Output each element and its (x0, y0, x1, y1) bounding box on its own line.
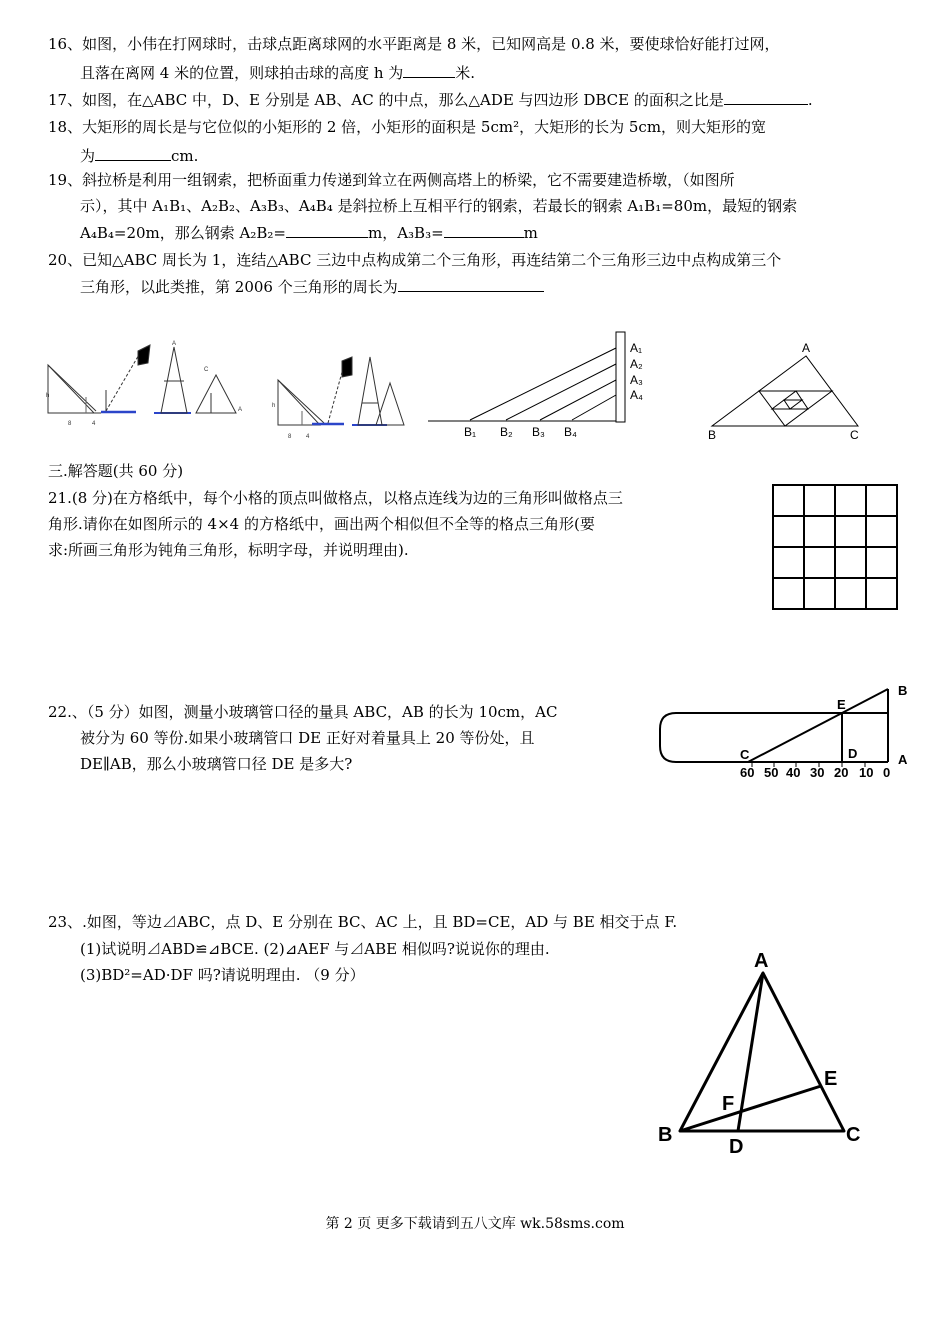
q16-line1: 16、如图，小伟在打网球时，击球点距离球网的水平距离是 8 米，已知网高是 0.8 米，要使球恰好能打过网， (48, 35, 780, 53)
svg-text:h: h (272, 403, 276, 409)
tick-30: 30 (810, 765, 825, 780)
tick-20: 20 (834, 765, 849, 780)
svg-text:8: 8 (288, 434, 292, 440)
label-b1: B₁ (464, 425, 477, 439)
bridge-figure (428, 328, 668, 443)
q19-line2: 示），其中 A₁B₁、A₂B₂、A₃B₃、A₄B₄ 是斜拉桥上互相平行的钢索，若最长的钢索 A₁B₁=80m，最短的钢索 (80, 197, 798, 215)
label-a3: A₃ (630, 373, 643, 387)
q19-answer-blank-2[interactable] (444, 222, 524, 238)
label-e: E (837, 697, 846, 712)
q18-line1: 18、大矩形的周长是与它位似的小矩形的 2 倍，小矩形的面积是 5cm²，大矩形的长为 5cm，则大矩形的宽 (48, 118, 767, 136)
label-c: C (850, 428, 859, 442)
label-b: B (658, 1124, 673, 1146)
q17-answer-blank[interactable] (724, 89, 808, 105)
bridge-tower (616, 332, 625, 422)
label-a: A (898, 752, 908, 767)
q17-line1: 17、如图，在△ABC 中，D、E 分别是 AB、AC 的中点，那么△ADE 与四边形 DBCE 的面积之比是 . (48, 91, 813, 109)
label-c: C (740, 747, 750, 762)
tennis-figure-1 (46, 341, 246, 430)
label-a2: A₂ (630, 357, 643, 371)
q19-line1: 19、斜拉桥是利用一组钢索，把桥面重力传递到耸立在两侧高塔上的桥梁，它不需要建造桥墩，（如图所 (48, 171, 735, 189)
label-d: D (729, 1136, 744, 1158)
label-a4: A₄ (630, 388, 643, 402)
label-a: A (754, 950, 769, 972)
q20-line2: 三角形，以此类推，第 2006 个三角形的周长为 (80, 276, 544, 297)
q21-line1: 21.(8 分)在方格纸中，每个小格的顶点叫做格点，以格点连线为边的三角形叫做格点三 (48, 489, 623, 507)
svg-text:4: 4 (306, 434, 310, 440)
page-footer: 第 2 页 更多下载请到五八文库 wk.58sms.com (325, 1216, 625, 1232)
gauge-figure (656, 682, 918, 782)
q21-line2: 角形.请你在如图所示的 4×4 的方格纸中，画出两个相似但不全等的格点三角形(要 (48, 515, 595, 533)
tick-40: 40 (786, 765, 801, 780)
cable-1 (470, 348, 616, 420)
cable-4 (572, 395, 616, 420)
midpoint-triangles-figure (700, 338, 870, 448)
svg-text:4: 4 (92, 421, 96, 427)
label-b2: B₂ (500, 425, 513, 439)
q23-line2: (1)试说明⊿ABD≌⊿BCE. (2)⊿AEF 与⊿ABE 相似吗?说说你的理由. (80, 940, 550, 958)
label-d: D (848, 746, 858, 761)
section3-title: 三.解答题(共 60 分) (48, 462, 184, 480)
label-c: C (846, 1124, 861, 1146)
equilateral-figure (650, 945, 875, 1160)
q16-line2: 且落在离网 4 米的位置，则球拍击球的高度 h 为 米. (80, 64, 476, 82)
tick-0: 0 (883, 765, 891, 780)
svg-text:A: A (238, 407, 243, 413)
q21-line3: 求:所画三角形为钝角三角形，标明字母，并说明理由). (48, 541, 409, 559)
q19-line3: A₄B₄=20m，那么钢索 A₂B₂= m，A₃B₃= m (80, 224, 538, 242)
label-b: B (898, 683, 908, 698)
svg-text:h: h (46, 393, 50, 399)
label-a1: A₁ (630, 341, 643, 355)
side-cb (748, 689, 888, 762)
q20-answer-blank[interactable] (398, 276, 544, 292)
cable-2 (506, 364, 616, 420)
q18-line2: 为 cm. (80, 147, 199, 165)
svg-text:A: A (172, 341, 177, 347)
q19-answer-blank-1[interactable] (286, 222, 368, 238)
label-e: E (824, 1068, 838, 1090)
q22-line2: 被分为 60 等份.如果小玻璃管口 DE 正好对着量具上 20 等份处，且 (80, 729, 535, 747)
label-b4: B₄ (564, 425, 577, 439)
q22-line1: 22.、（5 分）如图，测量小玻璃管口径的量具 ABC，AB 的长为 10cm，AC (48, 703, 558, 721)
q16-answer-blank[interactable] (403, 62, 455, 78)
triangle-4 (784, 400, 802, 409)
label-a: A (802, 341, 811, 355)
q20-line1: 20、已知△ABC 周长为 1，连结△ABC 三边中点构成第二个三角形，再连结第二个三角形三边中点构成第三个 (48, 251, 782, 269)
tick-10: 10 (859, 765, 874, 780)
tennis-figure-2 (272, 345, 422, 440)
svg-text:8: 8 (68, 421, 72, 427)
cable-3 (540, 380, 616, 420)
grid-4x4[interactable] (772, 484, 898, 610)
label-b: B (708, 428, 717, 442)
q23-line3: (3)BD²=AD·DF 吗?请说明理由. （9 分） (80, 966, 365, 984)
label-f: F (722, 1093, 735, 1115)
tick-50: 50 (764, 765, 779, 780)
q23-line1: 23、.如图，等边⊿ABC，点 D、E 分别在 BC、AC 上，且 BD=CE，AD 与 BE 相交于点 F. (48, 913, 678, 931)
tick-60: 60 (740, 765, 755, 780)
label-b3: B₃ (532, 425, 545, 439)
svg-text:C: C (204, 367, 209, 373)
triangle-abc (680, 973, 844, 1131)
q18-answer-blank[interactable] (95, 145, 171, 161)
q22-line3: DE∥AB，那么小玻璃管口径 DE 是多大? (80, 755, 353, 773)
